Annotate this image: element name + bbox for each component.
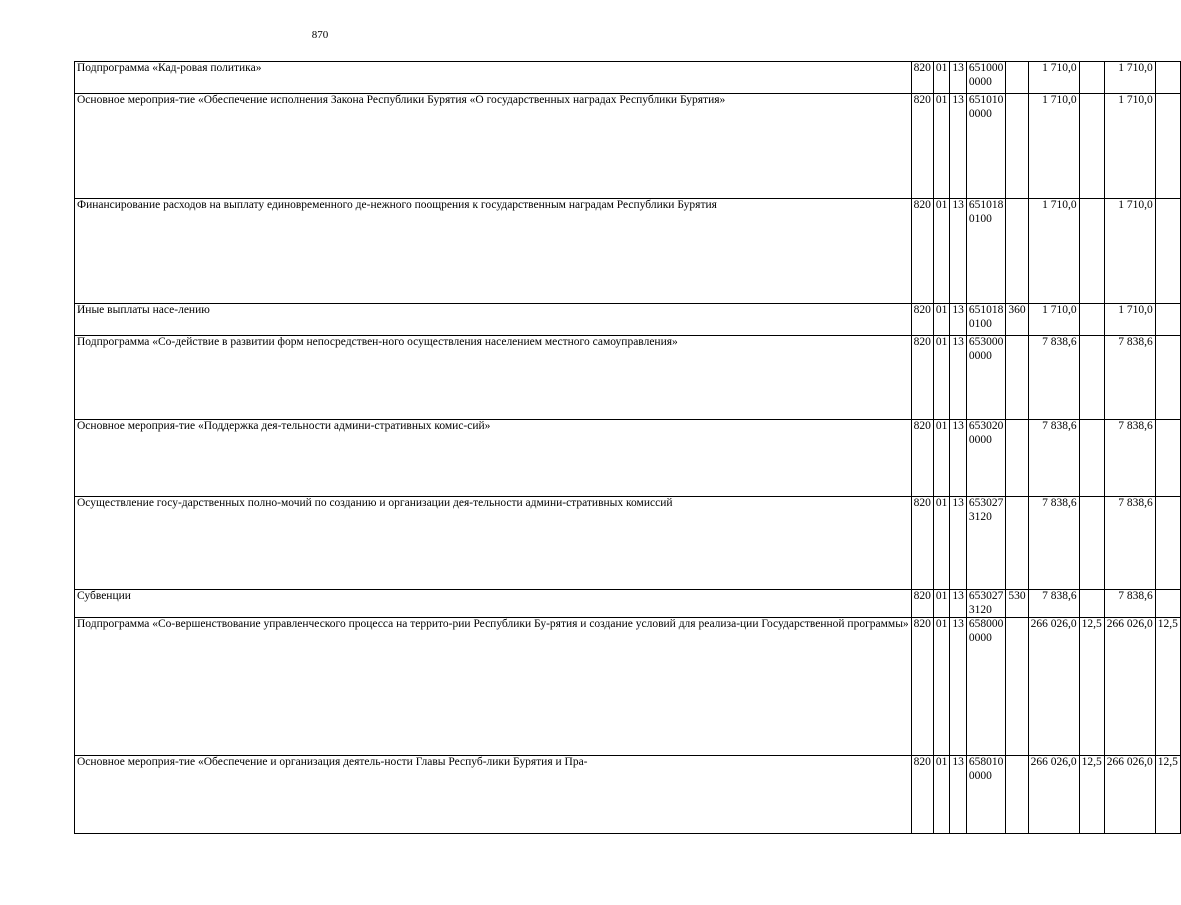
- percent-total-cell: [1155, 94, 1180, 199]
- amount-cell: 1 710,0: [1028, 62, 1079, 94]
- expense-type-cell: [1006, 497, 1028, 590]
- row-name-cell: Финансирование расходов на выплату единовременного де-нежного поощрения к государственным наградам Республики Бурятия: [75, 199, 912, 304]
- amount-total-cell: 266 026,0: [1104, 618, 1155, 756]
- amount-cell: 7 838,6: [1028, 497, 1079, 590]
- section-code-cell: 01: [933, 590, 950, 618]
- expense-type-cell: [1006, 420, 1028, 497]
- percent-total-cell: [1155, 336, 1180, 420]
- percent-cell: [1079, 497, 1104, 590]
- subsection-code-cell: 13: [950, 756, 967, 834]
- amount-cell: 1 710,0: [1028, 304, 1079, 336]
- percent-cell: [1079, 304, 1104, 336]
- row-name-cell: Подпрограмма «Со-действие в развитии форм непосредствен-ного осуществления населением местного самоуправления»: [75, 336, 912, 420]
- target-item-code-cell: 651018 0100: [966, 304, 1006, 336]
- table-row: [75, 420, 1181, 497]
- subsection-code-cell: 13: [950, 420, 967, 497]
- section-code-cell: 01: [933, 420, 950, 497]
- section-code-cell: 01: [933, 336, 950, 420]
- expense-type-cell: [1006, 618, 1028, 756]
- row-name-cell: Иные выплаты насе-лению: [75, 304, 912, 336]
- amount-total-cell: 1 710,0: [1104, 62, 1155, 94]
- table-row: [75, 756, 1181, 834]
- row-name-cell: Подпрограмма «Со-вершенствование управленческого процесса на террито-рии Республики Бу-рятия и создание условий для реализа-ции Государственной программы»: [75, 618, 912, 756]
- section-code-cell: 01: [933, 618, 950, 756]
- percent-total-cell: [1155, 199, 1180, 304]
- table-row: [75, 618, 1181, 756]
- row-name-cell: Субвенции: [75, 590, 912, 618]
- ved-code-cell: 820: [911, 62, 933, 94]
- ved-code-cell: 820: [911, 590, 933, 618]
- amount-total-cell: 7 838,6: [1104, 336, 1155, 420]
- expense-type-cell: 530: [1006, 590, 1028, 618]
- subsection-code-cell: 13: [950, 590, 967, 618]
- section-code-cell: 01: [933, 199, 950, 304]
- table-row: [75, 497, 1181, 590]
- target-item-code-cell: 658000 0000: [966, 618, 1006, 756]
- amount-total-cell: 1 710,0: [1104, 94, 1155, 199]
- page-number: 870: [311, 29, 329, 41]
- percent-total-cell: [1155, 420, 1180, 497]
- percent-cell: [1079, 62, 1104, 94]
- ved-code-cell: 820: [911, 336, 933, 420]
- row-name-cell: Подпрограмма «Кад-ровая политика»: [75, 62, 912, 94]
- percent-cell: 12,5: [1079, 618, 1104, 756]
- expense-type-cell: 360: [1006, 304, 1028, 336]
- table-row: [75, 336, 1181, 420]
- percent-total-cell: 12,5: [1155, 756, 1180, 834]
- ved-code-cell: 820: [911, 199, 933, 304]
- section-code-cell: 01: [933, 756, 950, 834]
- percent-cell: [1079, 590, 1104, 618]
- expense-type-cell: [1006, 199, 1028, 304]
- row-name-cell: Осуществление госу-дарственных полно-мочий по созданию и организации дея-тельности админи-стративных комиссий: [75, 497, 912, 590]
- section-code-cell: 01: [933, 94, 950, 199]
- percent-cell: [1079, 420, 1104, 497]
- ved-code-cell: 820: [911, 497, 933, 590]
- target-item-code-cell: 651018 0100: [966, 199, 1006, 304]
- amount-total-cell: 7 838,6: [1104, 420, 1155, 497]
- section-code-cell: 01: [933, 62, 950, 94]
- table-row: [75, 62, 1181, 94]
- target-item-code-cell: 653020 0000: [966, 420, 1006, 497]
- ved-code-cell: 820: [911, 420, 933, 497]
- ved-code-cell: 820: [911, 618, 933, 756]
- amount-cell: 7 838,6: [1028, 336, 1079, 420]
- subsection-code-cell: 13: [950, 199, 967, 304]
- subsection-code-cell: 13: [950, 497, 967, 590]
- budget-table: [74, 61, 1181, 834]
- expense-type-cell: [1006, 336, 1028, 420]
- section-code-cell: 01: [933, 497, 950, 590]
- amount-cell: 7 838,6: [1028, 590, 1079, 618]
- table-row: [75, 199, 1181, 304]
- ved-code-cell: 820: [911, 304, 933, 336]
- percent-total-cell: [1155, 304, 1180, 336]
- table-row: [75, 304, 1181, 336]
- percent-total-cell: [1155, 590, 1180, 618]
- target-item-code-cell: 653000 0000: [966, 336, 1006, 420]
- amount-cell: 1 710,0: [1028, 94, 1079, 199]
- percent-cell: [1079, 94, 1104, 199]
- amount-total-cell: 1 710,0: [1104, 199, 1155, 304]
- ved-code-cell: 820: [911, 756, 933, 834]
- section-code-cell: 01: [933, 304, 950, 336]
- amount-total-cell: 266 026,0: [1104, 756, 1155, 834]
- amount-cell: 1 710,0: [1028, 199, 1079, 304]
- table-row: [75, 590, 1181, 618]
- percent-cell: [1079, 336, 1104, 420]
- row-name-cell: Основное мероприя-тие «Обеспечение исполнения Закона Республики Бурятия «О государственных наградах Республики Бурятия»: [75, 94, 912, 199]
- ved-code-cell: 820: [911, 94, 933, 199]
- target-item-code-cell: 651000 0000: [966, 62, 1006, 94]
- subsection-code-cell: 13: [950, 94, 967, 199]
- target-item-code-cell: 651010 0000: [966, 94, 1006, 199]
- amount-cell: 7 838,6: [1028, 420, 1079, 497]
- percent-total-cell: [1155, 497, 1180, 590]
- amount-cell: 266 026,0: [1028, 756, 1079, 834]
- table-row: [75, 94, 1181, 199]
- row-name-cell: Основное мероприя-тие «Обеспечение и организация деятель-ности Главы Респуб-лики Бурятия и Пра-: [75, 756, 912, 834]
- amount-cell: 266 026,0: [1028, 618, 1079, 756]
- subsection-code-cell: 13: [950, 62, 967, 94]
- amount-total-cell: 7 838,6: [1104, 590, 1155, 618]
- row-name-cell: Основное мероприя-тие «Поддержка дея-тельности админи-стративных комис-сий»: [75, 420, 912, 497]
- amount-total-cell: 7 838,6: [1104, 497, 1155, 590]
- expense-type-cell: [1006, 94, 1028, 199]
- expense-type-cell: [1006, 62, 1028, 94]
- percent-cell: [1079, 199, 1104, 304]
- percent-total-cell: [1155, 62, 1180, 94]
- target-item-code-cell: 653027 3120: [966, 590, 1006, 618]
- percent-cell: 12,5: [1079, 756, 1104, 834]
- target-item-code-cell: 658010 0000: [966, 756, 1006, 834]
- expense-type-cell: [1006, 756, 1028, 834]
- percent-total-cell: 12,5: [1155, 618, 1180, 756]
- subsection-code-cell: 13: [950, 304, 967, 336]
- target-item-code-cell: 653027 3120: [966, 497, 1006, 590]
- amount-total-cell: 1 710,0: [1104, 304, 1155, 336]
- subsection-code-cell: 13: [950, 336, 967, 420]
- subsection-code-cell: 13: [950, 618, 967, 756]
